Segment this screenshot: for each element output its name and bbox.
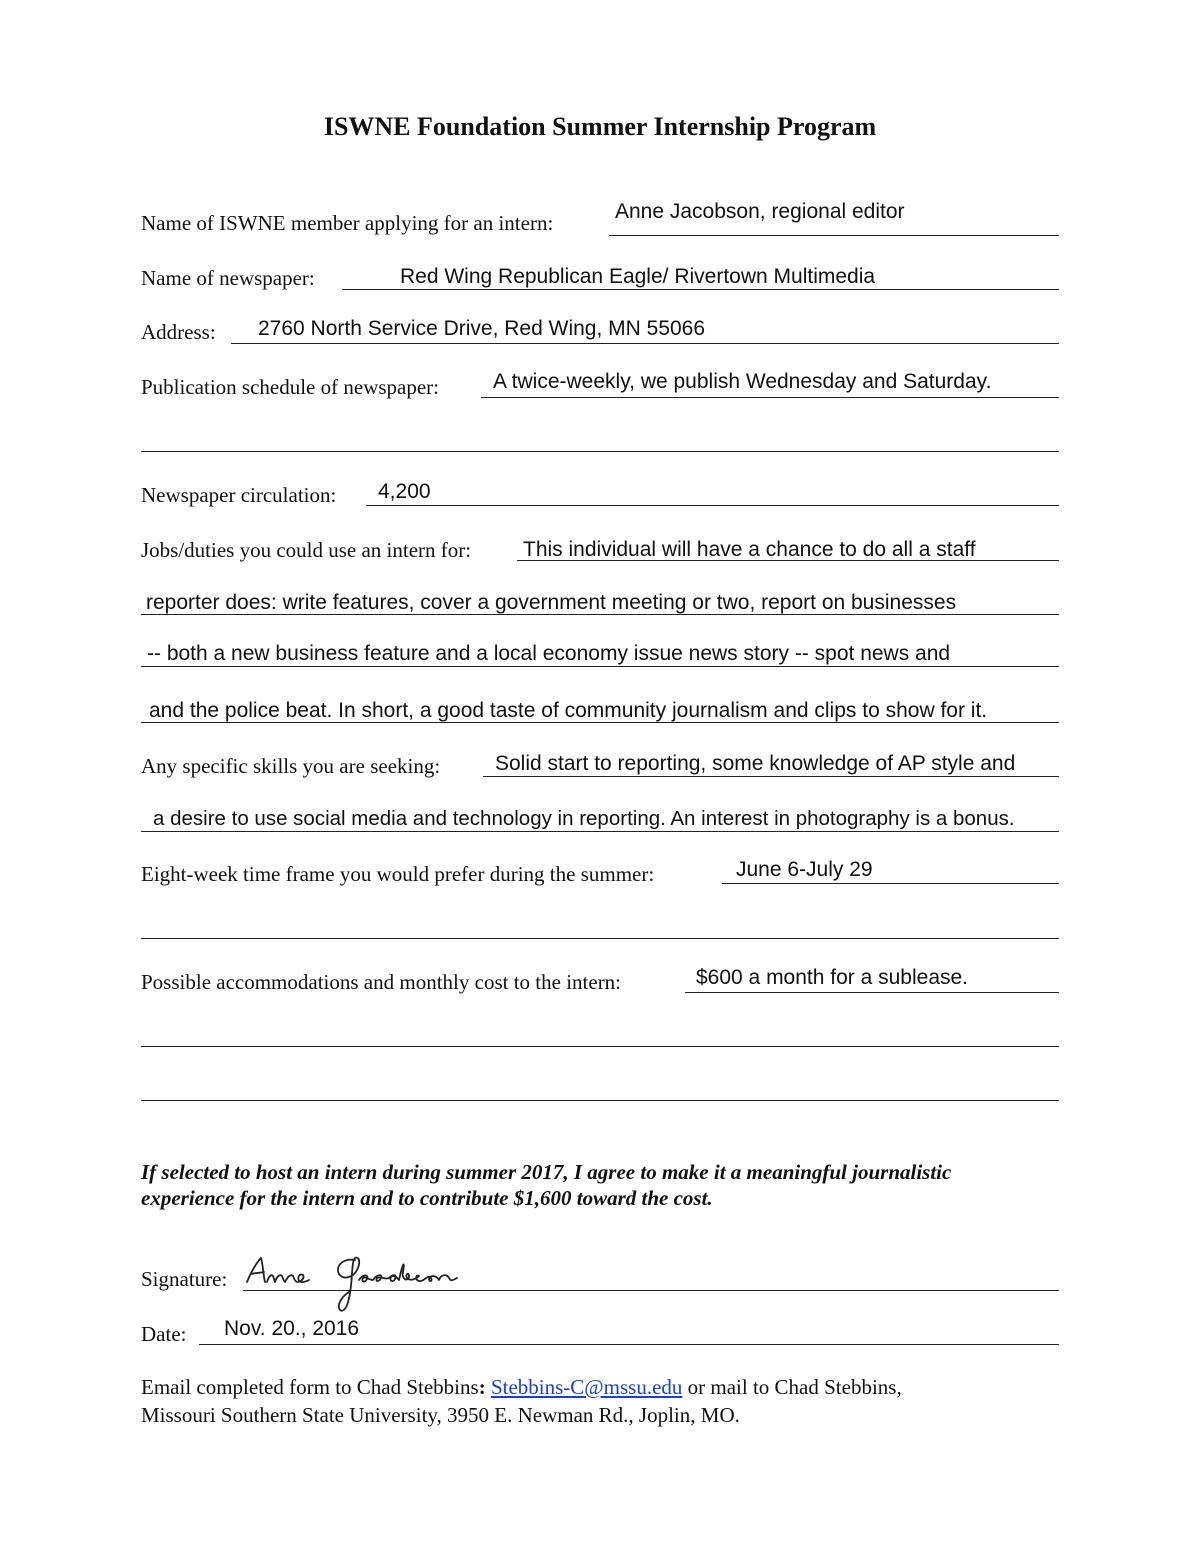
jobs-value-line-2[interactable]: reporter does: write features, cover a government meeting or two, report on businesses bbox=[146, 591, 957, 614]
jobs-value-line-4[interactable]: and the police beat. In short, a good taste of community journalism and clips to show for it. bbox=[149, 699, 988, 722]
circulation-label: Newspaper circulation: bbox=[141, 483, 337, 507]
jobs-line-3 bbox=[141, 666, 1059, 667]
jobs-value-line-1[interactable]: This individual will have a chance to do all a staff bbox=[523, 538, 976, 561]
pledge-statement bbox=[141, 1159, 1081, 1211]
schedule-value[interactable]: A twice-weekly, we publish Wednesday and Saturday. bbox=[493, 370, 992, 393]
schedule-line-2 bbox=[141, 451, 1059, 452]
signature-image bbox=[243, 1252, 503, 1322]
footer-colon: : bbox=[478, 1375, 486, 1399]
newspaper-line bbox=[342, 289, 1059, 290]
schedule-line bbox=[481, 397, 1059, 398]
date-label: Date: bbox=[141, 1322, 187, 1346]
timeframe-line bbox=[722, 883, 1059, 884]
skills-value-line-1[interactable]: Solid start to reporting, some knowledge of AP style and bbox=[495, 752, 1016, 775]
footer-line-2: Missouri Southern State University, 3950 E. Newman Rd., Joplin, MO. bbox=[141, 1403, 740, 1427]
accommodations-label: Possible accommodations and monthly cost to the intern: bbox=[141, 970, 622, 994]
date-line bbox=[199, 1344, 1059, 1345]
circulation-line bbox=[366, 505, 1059, 506]
skills-label: Any specific skills you are seeking: bbox=[141, 754, 441, 778]
footer-instructions bbox=[141, 1373, 1141, 1429]
circulation-value[interactable]: 4,200 bbox=[378, 480, 431, 503]
member-label: Name of ISWNE member applying for an intern: bbox=[141, 211, 554, 235]
schedule-label: Publication schedule of newspaper: bbox=[141, 375, 439, 399]
accommodations-line-2 bbox=[141, 1046, 1059, 1047]
accommodations-line bbox=[685, 992, 1059, 993]
pledge-line-2: experience for the intern and to contribute $1,600 toward the cost. bbox=[141, 1186, 713, 1210]
signature-label: Signature: bbox=[141, 1267, 228, 1291]
handwritten-signature[interactable] bbox=[243, 1252, 503, 1327]
newspaper-value[interactable]: Red Wing Republican Eagle/ Rivertown Multimedia bbox=[400, 265, 876, 288]
timeframe-line-2 bbox=[141, 938, 1059, 939]
accommodations-value[interactable]: $600 a month for a sublease. bbox=[696, 966, 969, 989]
jobs-value-line-3[interactable]: -- both a new business feature and a local economy issue news story -- spot news and bbox=[147, 642, 951, 665]
member-line bbox=[609, 235, 1059, 236]
accommodations-line-3 bbox=[141, 1100, 1059, 1101]
footer-suffix: or mail to Chad Stebbins, bbox=[682, 1375, 902, 1399]
timeframe-value[interactable]: June 6-July 29 bbox=[736, 858, 873, 881]
form-title: ISWNE Foundation Summer Internship Program bbox=[323, 112, 877, 141]
address-value[interactable]: 2760 North Service Drive, Red Wing, MN 55066 bbox=[258, 317, 706, 340]
member-value[interactable]: Anne Jacobson, regional editor bbox=[615, 200, 905, 223]
skills-value-line-2[interactable]: a desire to use social media and technology in reporting. An interest in photography is a bonus. bbox=[153, 807, 1015, 830]
newspaper-label: Name of newspaper: bbox=[141, 266, 315, 290]
footer-line-1 bbox=[141, 1373, 1141, 1401]
timeframe-label: Eight-week time frame you would prefer during the summer: bbox=[141, 862, 655, 886]
skills-line-2 bbox=[141, 831, 1059, 832]
jobs-label: Jobs/duties you could use an intern for: bbox=[141, 538, 472, 562]
footer-prefix: Email completed form to Chad Stebbins bbox=[141, 1375, 479, 1399]
address-label: Address: bbox=[141, 320, 216, 344]
date-value[interactable]: Nov. 20., 2016 bbox=[224, 1317, 360, 1340]
address-line bbox=[231, 343, 1059, 344]
pledge-line-1: If selected to host an intern during summer 2017, I agree to make it a meaningful journalistic bbox=[141, 1160, 952, 1184]
email-link[interactable]: Stebbins-C@mssu.edu bbox=[490, 1375, 683, 1399]
skills-line-1 bbox=[483, 776, 1059, 777]
